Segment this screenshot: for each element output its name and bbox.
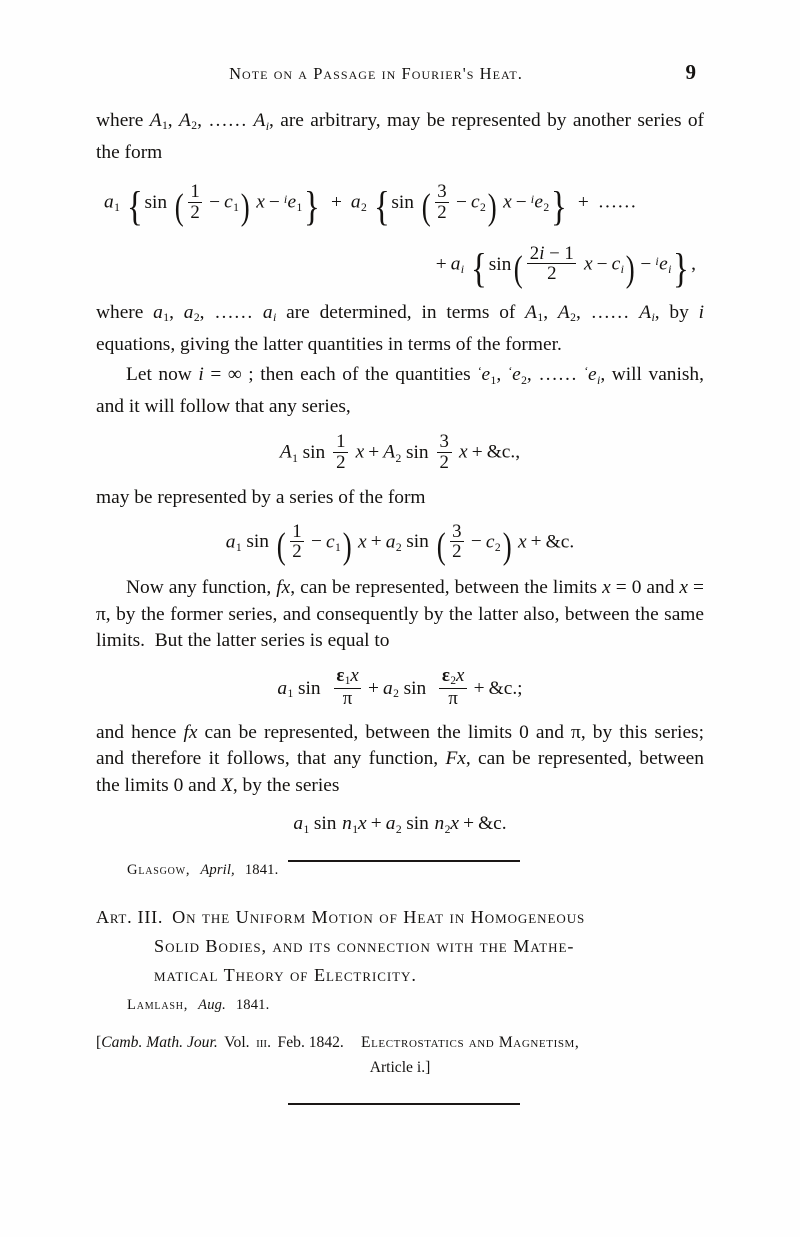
paragraph-6: and hence fx can be represented, between the limits 0 and π, by this series; and therefore it follows, that any function, Fx, can be represented, between the limits 0 and X, by the series bbox=[96, 721, 704, 796]
running-head bbox=[96, 60, 704, 92]
paragraph-3: Let now i = ∞ ; then each of the quantities ‘e1, ‘e2, …… $^‘e_i$, will vanish, and it will follow that any series, bbox=[96, 364, 704, 418]
citation-line-2: Article i.] bbox=[369, 1059, 431, 1076]
paragraph-1: where A1, A2, …… $A_i$, are arbitrary, may be represented by another series of the form bbox=[96, 110, 705, 163]
article-dateline bbox=[127, 997, 269, 1014]
paragraph-2: where a1, a2, …… $a_i$ are determined, in terms of A1, A2, …… $A_i$, by i equations, giving the latter quantities in terms of the former. bbox=[96, 301, 705, 355]
article-title-line-1 bbox=[96, 903, 704, 932]
signature-place: Glasgow, bbox=[127, 862, 191, 879]
signature-month: April, bbox=[200, 862, 235, 879]
dateline-month: Aug. bbox=[198, 997, 226, 1013]
section-divider-rule bbox=[288, 860, 520, 862]
equation-1-line-1: a1 { sin ( $\frac{1}{2}$ − c1) x − $^i$e1} + a2 { sin ( $\frac{3}{2}$ − c2) x − $^i$e2} + …… bbox=[104, 181, 637, 230]
paragraph-4: may be represented by a series of the form bbox=[96, 487, 426, 509]
article-title-line-3: matical Theory of Electricity. bbox=[154, 965, 417, 985]
dateline-place: Lamlash, bbox=[127, 997, 189, 1013]
equation-2: A1 sin $\frac{1}{2}$ x + A2 sin $\frac{3}{2}$ x + &c., bbox=[279, 431, 521, 473]
signature-year: 1841. bbox=[244, 862, 279, 879]
page-number: 9 bbox=[685, 60, 696, 84]
citation-journal: Camb. Math. Jour. bbox=[101, 1034, 218, 1051]
article-divider-rule bbox=[288, 1103, 520, 1105]
article-heading bbox=[96, 903, 704, 990]
article-title-line-2: Solid Bodies, and its connection with the Mathe- bbox=[154, 936, 575, 956]
citation-section: Electrostatics and Magnetism, bbox=[360, 1034, 580, 1051]
equation-1-line-2: + $a_i$ { sin( $\frac{2i - 1}{2}$ $x - c_i) - ^ie_i$} , bbox=[435, 243, 696, 291]
equation-4: a1 sin $\frac{\varepsilon 1x}{\pi}$ + a2 sin $\frac{\varepsilon 2x}{\pi}$ + &c.; bbox=[277, 664, 523, 709]
citation-open-bracket: [ bbox=[96, 1034, 102, 1051]
article-number: Art. III. bbox=[96, 907, 164, 927]
dateline-year: 1841. bbox=[235, 997, 270, 1013]
citation-volume-number: iii. bbox=[256, 1034, 271, 1051]
equation-5: a1 sin n1x + a2 sin n2x + &c. bbox=[293, 813, 507, 836]
article-citation bbox=[96, 1030, 704, 1080]
paragraph-5: Now any function, fx, can be represented, between the limits x = 0 and x = π, by the former series, and consequently by the latter also, between the same limits. But the latter series is equal to bbox=[96, 577, 704, 652]
citation-line-1 bbox=[96, 1030, 704, 1055]
body-text bbox=[96, 108, 704, 879]
running-head-title: Note on a Passage in Fourier's Heat. bbox=[229, 64, 523, 83]
equation-3: a1 sin ( $\frac{1}{2}$ − c1) x + a2 sin ( $\frac{3}{2}$ − c2) x + &c. bbox=[225, 520, 575, 568]
citation-issue-date: Feb. 1842. bbox=[277, 1034, 344, 1051]
signature-line bbox=[96, 862, 704, 879]
article-title-text-1: On the Uniform Motion of Heat in Homogeneous bbox=[172, 907, 586, 927]
citation-volume-label: Vol. bbox=[224, 1034, 250, 1051]
